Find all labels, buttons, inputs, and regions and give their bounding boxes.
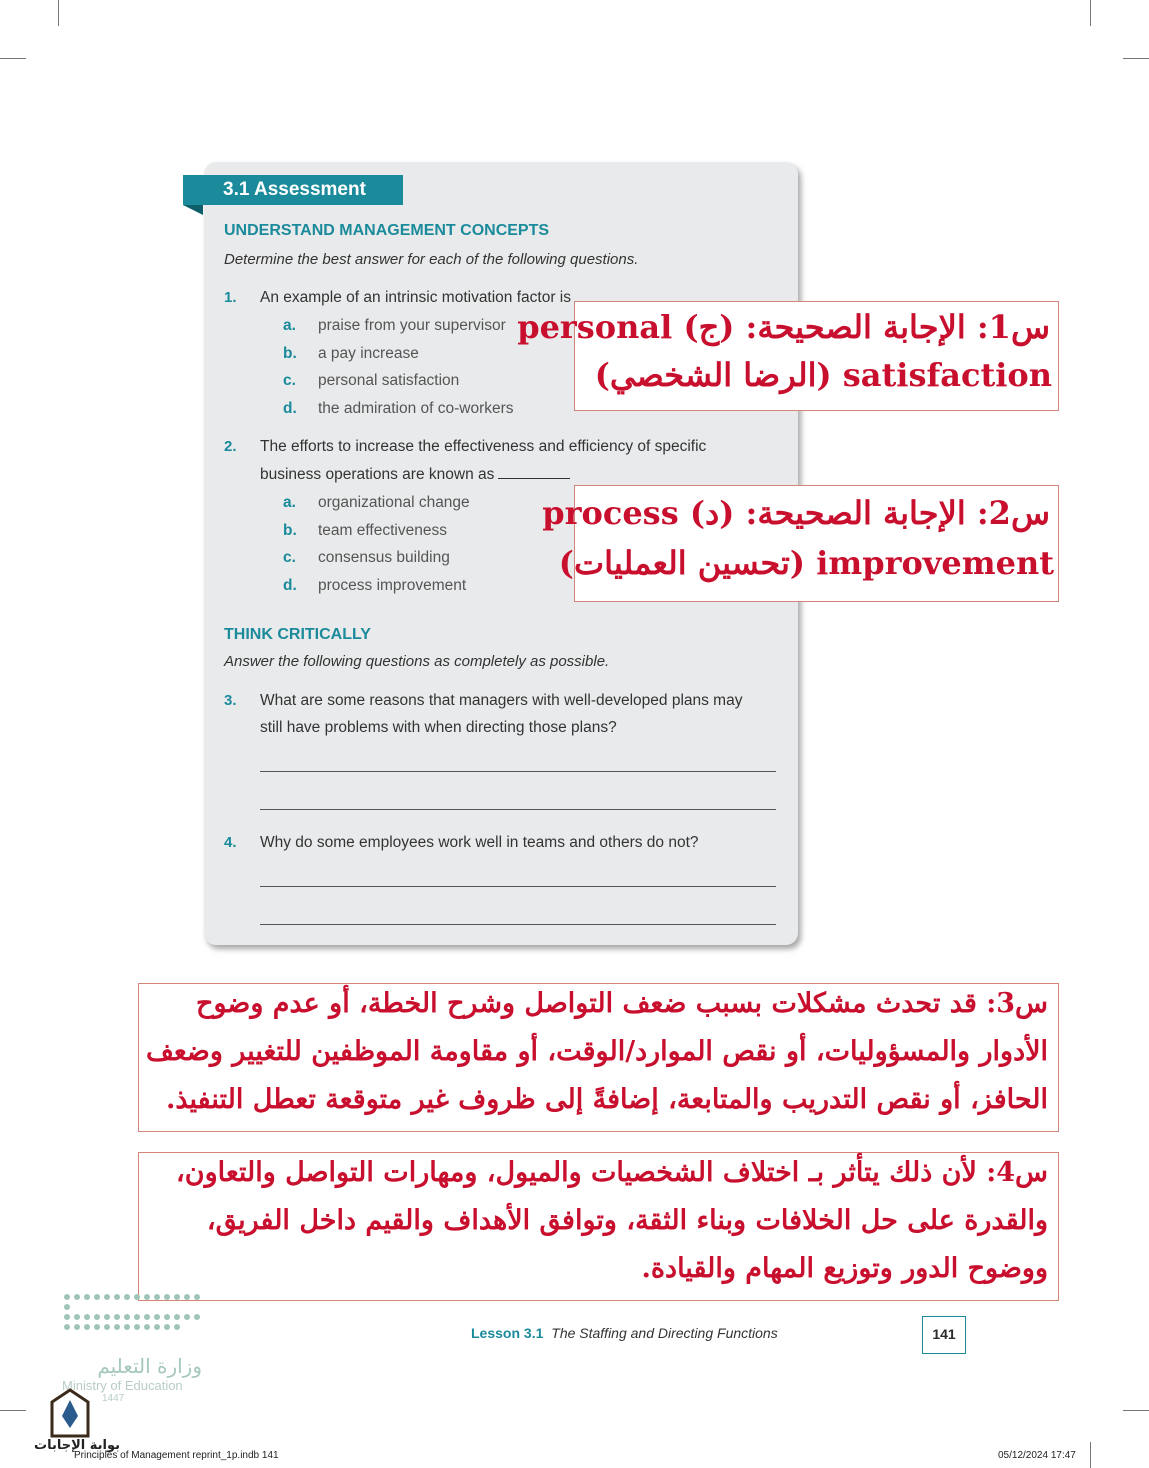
question-2-line1: The efforts to increase the effectiveness and efficiency of specific [260,438,707,455]
page-number: 141 [922,1316,966,1354]
answer-q4-line2: والقدرة على حل الخلافات وبناء الثقة، وتوافق الأهداف والقيم داخل الفريق، [206,1205,1048,1236]
answer-q1-line2: satisfaction (الرضا الشخصي) [594,356,1052,394]
option: a. praise from your supervisor [283,317,506,334]
crop-mark [0,58,26,59]
tab-fold [183,205,203,215]
option: d. the admiration of co-workers [283,400,514,417]
pen-nib-icon [48,1388,92,1438]
answer-q4-line1: س4: لأن ذلك يتأثر بـ اختلاف الشخصيات والميول، ومهارات التواصل والتعاون، [176,1157,1048,1188]
crop-mark [1123,1410,1149,1411]
option: a. organizational change [283,494,470,511]
site-logo [48,1388,92,1438]
answer-q1-line1: س1: الإجابة الصحيحة: (ج) personal [517,308,1050,346]
question-number: 4. [224,834,237,851]
answer-q3-line2: الأدوار والمسؤوليات، أو نقص الموارد/الوقت، أو مقاومة الموظفين للتغيير وضعف [145,1036,1048,1067]
option: b. team effectiveness [283,522,447,539]
ministry-name-en: Ministry of Education [62,1378,183,1393]
crop-mark [1090,1442,1091,1468]
section-heading-critical: THINK CRITICALLY [224,626,371,643]
ministry-name-ar: وزارة التعليم [97,1354,202,1378]
crop-mark [1123,58,1149,59]
crop-mark [1090,0,1091,26]
answer-box-q1 [517,301,1059,411]
site-label: بوابة الإجابات [34,1438,120,1453]
option: c. consensus building [283,549,450,566]
question-4-text: Why do some employees work well in teams and others do not? [260,834,699,851]
crop-mark [0,1410,26,1411]
section-heading-concepts: UNDERSTAND MANAGEMENT CONCEPTS [224,222,550,239]
question-3-line2: still have problems with when directing those plans? [260,719,617,736]
option: b. a pay increase [283,345,419,362]
answer-q2-line1: س2: الإجابة الصحيحة: (د) process [542,494,1050,532]
answer-blank [498,478,570,479]
question-2-line2: business operations are known as [260,466,570,484]
assessment-tab-title: 3.1 Assessment [183,175,403,205]
lesson-footer [471,1325,778,1341]
option: d. process improvement [283,577,467,594]
answer-line [260,809,776,810]
lesson-title: The Staffing and Directing Functions [551,1325,778,1341]
answer-box-q4 [138,1152,1059,1301]
question-3-line1: What are some reasons that managers with well-developed plans may [260,692,743,709]
answer-line [260,771,776,772]
answer-line [260,924,776,925]
answer-q3-line1: س3: قد تحدث مشكلات بسبب ضعف التواصل وشرح الخطة، أو عدم وضوح [196,988,1048,1019]
answer-line [260,886,776,887]
answer-box-q3 [138,983,1059,1132]
option: c. personal satisfaction [283,372,460,389]
crop-mark [58,0,59,26]
section-instructions: Determine the best answer for each of the following questions. [224,251,639,268]
question-number: 1. [224,289,237,306]
file-info: Principles of Management reprint_1p.indb 141 [74,1450,279,1461]
answer-q2-line2: improvement (تحسين العمليات) [558,544,1054,582]
answer-q3-line3: الحافز، أو نقص التدريب والمتابعة، إضافةً إلى ظروف غير متوقعة تعطل التنفيذ. [165,1084,1048,1115]
ministry-year: 1447 [102,1393,125,1404]
question-number: 3. [224,692,237,709]
print-date: 05/12/2024 17:47 [998,1450,1076,1461]
question-1-text: An example of an intrinsic motivation factor is [260,289,647,307]
question-number: 2. [224,438,237,455]
section-instructions: Answer the following questions as completely as possible. [224,653,610,670]
lesson-label: Lesson 3.1 [471,1325,544,1341]
answer-q4-line3: ووضوح الدور وتوزيع المهام والقيادة. [641,1253,1048,1284]
answer-box-q2 [542,485,1059,602]
ministry-logo-dots [62,1292,202,1332]
